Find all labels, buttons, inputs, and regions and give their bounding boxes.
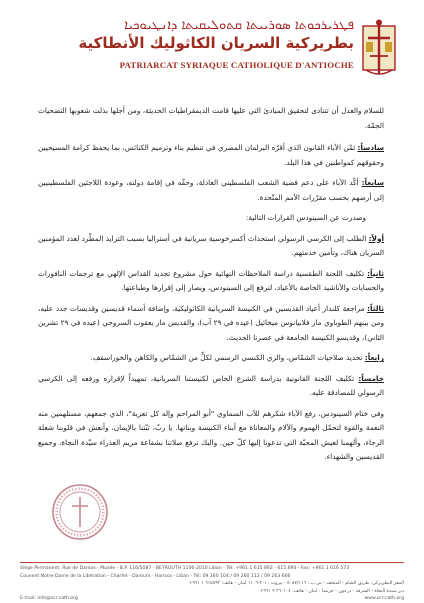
item-label: سابعاً: (361, 178, 384, 187)
decision-paragraph (38, 267, 384, 296)
footer-row (20, 588, 404, 596)
intro-paragraph: للسلام والعدل أن تتنادى لتحقيق المبادئ التي عليها قامت الديمقراطيات الحديثة، ومن أجلها بذلت شعوبها التضحيات الجمّة. (38, 106, 384, 130)
footer (20, 565, 404, 603)
footer-row (20, 580, 404, 588)
item-text: ثمّن الآباء القانون الذي أقرّه البرلمان المصري في تنظيم بناء وترميم الكنائس، بما يحفظ كرامة المسيحيين وحقوقهم كمواطنين في هذا البلد. (38, 143, 384, 167)
decision-paragraph (38, 302, 384, 346)
footer-address-ar-2: دير سيدة النجاة - الشرفة - درعون - حريصا - لبنان - هاتف: ٢٦٠١٠٤ ٩ ٩٦١+ (259, 588, 404, 594)
decision-label: أولاً: (368, 233, 384, 243)
decision-paragraph (38, 372, 384, 401)
decision-text: تكليف اللجنة الطقسية دراسة الملاحظات النهائية حول مشروع تجديد القداس الإلهي مع ترجمات النافورات والحسايات والأناشيد الخاصة بالأعياد، لترفع إلى السينودس، ويصار إلى إقرارها وطباعتها. (38, 268, 384, 292)
letter-body (38, 104, 384, 471)
footer-address-fr-2: Couvent Notre-Dame de la Libération - Charfet - Darouni - Harissa - Liban - Tél: 09 260 104 / 09 260 112 / 09 263 666 (20, 573, 291, 579)
patriarchal-crest-icon (360, 18, 398, 78)
decision-label: خامساً: (358, 373, 384, 383)
official-seal-icon (50, 482, 110, 542)
decision-label: ثانياً: (367, 268, 384, 278)
decisions-intro: وصدرت عن السينودس القرارات التالية: (245, 213, 366, 222)
footer-row (20, 565, 404, 573)
footer-row (20, 573, 404, 581)
item-text: أكّد الآباء على دعم قضية الشعب الفلسطيني العادلة، وحقّه في إقامة دولته، وعودة اللاجئين الفلسطينيين إلى أرضهم بحسب مقرّرات الأمم المتّحدة. (38, 178, 384, 202)
footer-row (20, 595, 404, 603)
letterhead (78, 18, 398, 92)
decision-text: تحديد صلاحيات الشمّاس، والزي الكنسي الرسمي لكلٍّ من الشمّاس والكاهن والخوراسقف. (90, 353, 365, 362)
decision-label: ثالثاً: (367, 303, 384, 313)
syriac-title: ܦܛܪܝܪܟܘܬܐ ܣܘܪܝܝܬܐ ܩܬܘܠܝܩܝܬܐ ܕܐܢܛܝܘܟܝܐ (124, 18, 354, 33)
arabic-title: بطريركية السريان الكاثوليك الأنطاكية (78, 34, 354, 52)
decision-label: رابعاً: (364, 353, 384, 362)
decision-paragraph (38, 351, 384, 366)
footer-website[interactable]: www.scr-cath.org (364, 596, 404, 601)
footer-email[interactable]: E-mail: info@scr-cath.org (20, 596, 78, 601)
item-paragraph (38, 176, 384, 205)
french-title: PATRIARCAT SYRIAQUE CATHOLIQUE D'ANTIOCHE (119, 60, 354, 70)
item-paragraph (38, 141, 384, 170)
decision-paragraph (38, 232, 384, 261)
decision-text: مراجعة كلندار أعياد القديسين في الكنيسة السريانية الكاثوليكية، وإضافة أسماء قديسين وقديسات جدد عليه، ومن بينهم الطوباوي مار فلابيانوس ميخائيل (عيده في ٢٩ آب)، والقديس مار يعقوب السروجي (عيده في ٢٩ تشرين الثاني)، وقديسو الكنيسة الجامعة في عصرنا الحديث. (38, 303, 384, 342)
item-label: سادساً: (357, 143, 384, 152)
closing-paragraph: وفي ختام السينودس، رفع الآباء شكرهم للآب السماوي "أبو المراحم وإله كل تعزية"، الذي جمعهم، مستلهمين منه النعمة والقوة لتحمّل الهموم والآلام والمعاناة مع أبناء الكنيسة وبناتها. يا ربّ، ثبّتنا بالإيمان، وأنعش في قلوبنا شعلة الرجاء، وألهمنا لعيش المحبّة التي تدعونا إليها كلّ حين. والبك نرفع صلاتنا بشفاعة مريم العذراء سيّدة النجاة، وجميع القديسين والشهداء. (38, 408, 384, 461)
decision-text: تكليف اللجنة القانونية بدراسة الشرع الخاص لكنيستنا السريانية، تمهيداً لإقراره ورفعه إلى الكرسي الرسولي للمصادقة عليه. (38, 373, 384, 397)
footer-address-ar: المقر البطريركي: طريق الشام - المتحف - ص.ب.: ٥٠٨٧/١١٦ - بيروت ٢٠١٠-١١٠٦ لبنان - هاتف: ٦١٥٨٩٢ ١ ٩٦١+ (188, 581, 404, 586)
footer-divider (20, 562, 404, 563)
decision-text: الطلب إلى الكرسي الرسولي استحداث أكسرخوسية سريانية في أستراليا بسبب التزايد المطّرد لعدد المؤمنين السريان هناك، وتأمين خدمتهم. (38, 233, 384, 257)
footer-address-fr: Siège Permanent: Rue de Damas - Musée - B.P. 116/5087 - BEYROUTH 1106-2010 Liban - Tél: +961 1 615 892 - 615 694 - Fax: +961 1 616 573 (20, 566, 350, 571)
